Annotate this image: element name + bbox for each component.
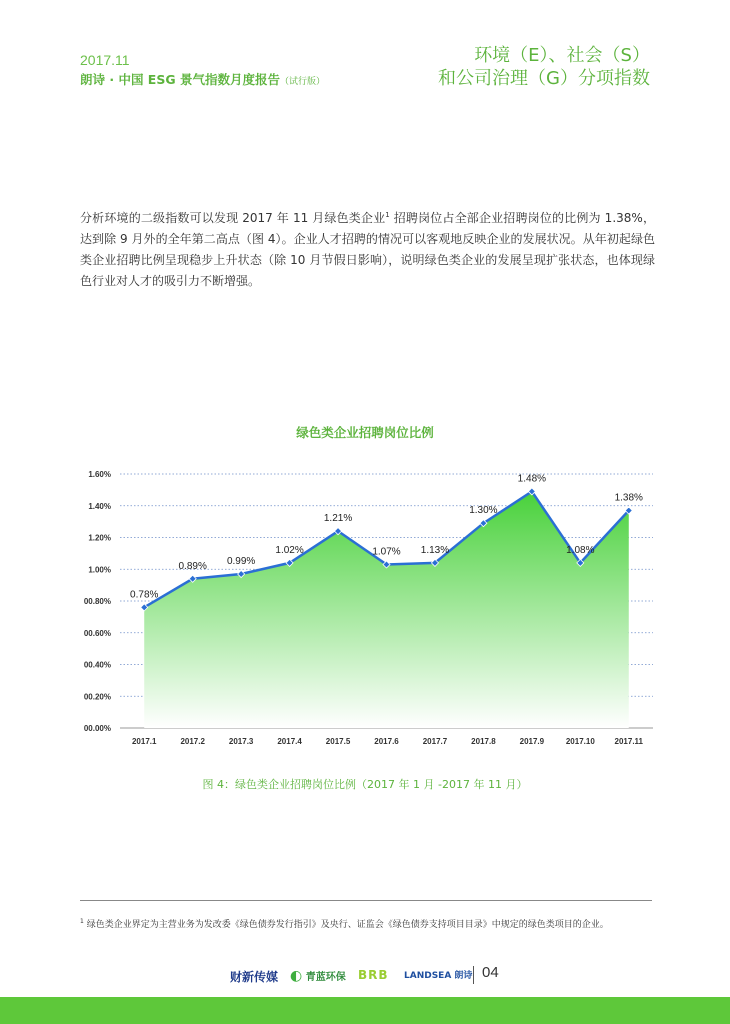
data-label: 1.48% [517,473,547,485]
data-label: 0.78% [130,589,159,601]
data-label: 0.89% [178,560,207,572]
page-number-separator [473,966,474,984]
section-title-line1: 环境（E）、社会（S） [474,45,650,66]
data-label: 1.07% [372,546,401,558]
data-label: 1.13% [420,544,450,556]
x-tick-label: 2017.11 [614,737,644,746]
footnote-text: 绿色类企业界定为主营业务为发改委《绿色债券发行指引》及央行、证监会《绿色债券支持项目目录》中规定的绿色类项目的企业。 [83,920,609,930]
report-title-text: 朗诗 · 中国 ESG 景气指数月度报告 [80,72,280,87]
x-axis-ticks [132,737,644,746]
y-tick-label: 00.80% [83,597,111,606]
report-date: 2017.11 [80,52,130,68]
data-label: 1.38% [614,492,643,504]
x-tick-label: 2017.4 [277,737,302,746]
data-label: 1.02% [275,544,304,556]
paragraph-part1: 分析环境的二级指数可以发现 2017 年 11 月绿色类企业 [80,211,386,225]
leaf-icon: ◐ [290,968,303,984]
x-tick-label: 2017.7 [422,737,448,746]
y-tick-label: 1.00% [88,565,111,575]
y-tick-label: 00.00% [83,724,111,733]
footnote-marker: 1 [80,918,84,925]
x-tick-label: 2017.3 [228,737,254,746]
brb-logo: BRB [358,968,389,982]
x-tick-label: 2017.1 [131,737,157,746]
chart-title: 绿色类企业招聘岗位比例 [296,425,434,440]
x-tick-label: 2017.6 [374,737,399,746]
paragraph-part2: 招聘岗位占全部企业招聘岗位的比例为 1.38%，达到除 9 月外的全年第二高点（图 4）。企业人才招聘的情况可以客观地反映企业的发展状况。从年初起绿色类企业招聘比例呈现稳步上升状态（除 10 月节假日影响），说明绿色类企业的发展呈现扩张状态，也体现绿色行业对人才的吸引力不断增强。 [80,211,655,288]
x-tick-label: 2017.9 [519,737,545,746]
data-label: 0.99% [226,556,256,568]
section-title-line2: 和公司治理（G）分项指数 [438,68,650,89]
x-tick-label: 2017.8 [471,737,496,746]
x-tick-label: 2017.10 [565,737,595,746]
analysis-paragraph [80,205,655,292]
data-label: 1.21% [323,513,353,525]
y-axis-ticks [84,470,111,733]
y-tick-label: 1.60% [88,470,111,479]
figure-caption: 图 4：绿色类企业招聘岗位比例（2017 年 1 月 -2017 年 11 月） [202,778,528,791]
section-title [438,44,650,90]
y-tick-label: 1.20% [88,533,111,543]
green-finance-logo [290,968,346,984]
page-number: 04 [482,964,499,981]
caixin-logo: 财新传媒 [230,970,279,984]
report-title [80,70,325,88]
y-tick-label: 00.40% [83,660,111,670]
footnote-divider [80,900,652,901]
y-tick-label: 00.20% [83,692,111,702]
data-label: 1.08% [566,544,595,556]
y-tick-label: 00.60% [83,628,111,638]
footnote [80,917,660,930]
landsea-logo: LANDSEA 朗诗 [404,971,473,981]
partner-logos [0,964,730,990]
data-label: 1.30% [469,505,498,517]
x-tick-label: 2017.5 [325,737,351,746]
green-finance-logo-text: 青蓝环保 [305,972,346,983]
line-area-chart [75,460,665,760]
report-title-suffix: （试行版） [279,77,325,87]
y-tick-label: 1.40% [88,501,111,511]
footnote-ref: 1 [385,211,390,219]
x-tick-label: 2017.2 [180,737,205,746]
bottom-accent-bar [0,997,730,1024]
